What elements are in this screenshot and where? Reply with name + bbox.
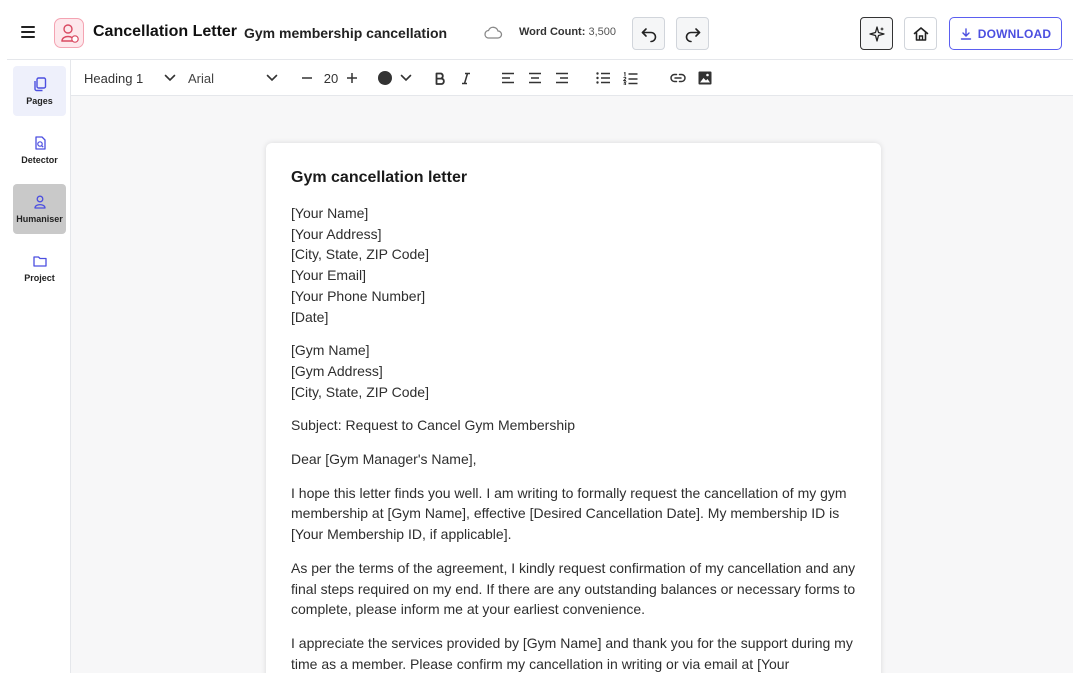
align-center-icon (528, 72, 542, 84)
plus-icon (346, 72, 358, 84)
hamburger-menu-icon[interactable] (18, 23, 38, 43)
link-icon (670, 73, 686, 83)
body-paragraph-3: I appreciate the services provided by [Gym Name] and thank you for the support during my time as a member. Please confirm my cancellation in writing or via email at [Your (291, 634, 853, 672)
image-icon (698, 71, 712, 85)
app-title: Cancellation Letter (93, 23, 238, 40)
increase-font-size-button[interactable] (343, 60, 361, 96)
heading-style-value: Heading 1 (84, 70, 144, 86)
decrease-font-size-button[interactable] (298, 60, 316, 96)
download-label: DOWNLOAD (977, 26, 1052, 41)
word-count-value: 3,500 (588, 26, 616, 38)
sidebar-item-label: Pages (26, 96, 53, 106)
subject-line: Subject: Request to Cancel Gym Membership (291, 417, 576, 434)
redo-button[interactable] (676, 17, 709, 50)
left-sidebar (7, 60, 71, 673)
sidebar-item-label: Humaniser (16, 214, 63, 224)
redo-icon (684, 25, 702, 43)
align-left-icon (501, 72, 515, 84)
sidebar-item-label: Detector (21, 155, 58, 165)
formatting-toolbar (71, 60, 1073, 96)
align-left-button[interactable] (499, 60, 517, 96)
editor-canvas (71, 96, 1073, 673)
color-swatch (378, 71, 392, 85)
minus-icon (301, 72, 313, 84)
sidebar-item-detector[interactable] (13, 125, 66, 175)
ai-magic-button[interactable] (860, 17, 893, 50)
sidebar-item-pages[interactable] (13, 66, 66, 116)
app-logo (54, 18, 84, 48)
sidebar-item-humaniser[interactable] (13, 184, 66, 234)
text-color-picker[interactable] (378, 60, 412, 96)
italic-button[interactable] (457, 60, 475, 96)
detector-icon (32, 135, 48, 151)
word-count-label: Word Count: (519, 26, 586, 38)
insert-link-button[interactable] (669, 60, 687, 96)
numbered-list-button[interactable] (621, 60, 639, 96)
document-heading: Gym cancellation letter (291, 169, 468, 186)
recipient-address-block: [Gym Name] [Gym Address] [City, State, ZIP Code] (291, 342, 429, 400)
undo-button[interactable] (632, 17, 665, 50)
sidebar-item-label: Project (24, 273, 55, 283)
bold-button[interactable] (431, 60, 449, 96)
sender-address-block: [Your Name] [Your Address] [City, State, ZIP Code] [Your Email] [Your Phone Number] [Date] (291, 205, 429, 325)
download-button[interactable] (949, 17, 1062, 50)
body-paragraph-1: I hope this letter finds you well. I am writing to formally request the cancellation of my gym membership at [Gym Name], effective [Desired Cancellation Date]. My membership ID is [Your Membership ID, if applicable]. (291, 484, 847, 543)
sparkle-icon (868, 25, 886, 43)
cloud-save-icon (483, 25, 503, 41)
font-family-value: Arial (188, 70, 215, 86)
align-right-button[interactable] (553, 60, 571, 96)
bullet-list-button[interactable] (594, 60, 612, 96)
font-size-value[interactable]: 20 (323, 70, 339, 86)
align-right-icon (555, 72, 569, 84)
align-center-button[interactable] (526, 60, 544, 96)
insert-image-button[interactable] (696, 60, 714, 96)
font-family-select[interactable] (188, 60, 278, 96)
bold-icon (434, 72, 446, 85)
word-count (519, 26, 616, 38)
app-window (7, 7, 1073, 673)
chevron-down-icon (164, 74, 176, 82)
body-paragraph-2: As per the terms of the agreement, I kindly request confirmation of my cancellation and any final steps required on my end. If there are any outstanding balances or necessary forms to complete, please inform me at your earliest convenience. (291, 559, 856, 618)
home-icon (912, 25, 930, 43)
chevron-down-icon (266, 74, 278, 82)
person-icon (32, 194, 48, 210)
salutation: Dear [Gym Manager's Name], (291, 451, 477, 468)
chevron-down-icon (400, 74, 412, 82)
document-page[interactable] (266, 143, 881, 673)
pages-icon (32, 76, 48, 92)
undo-icon (640, 25, 658, 43)
document-title[interactable]: Gym membership cancellation (244, 25, 448, 41)
italic-icon (460, 72, 472, 85)
sidebar-item-project[interactable] (13, 243, 66, 293)
numbered-list-icon (623, 72, 638, 85)
folder-icon (32, 253, 48, 269)
download-icon (960, 28, 972, 40)
top-header (7, 7, 1073, 60)
heading-style-select[interactable] (84, 60, 176, 96)
home-button[interactable] (904, 17, 937, 50)
bullet-list-icon (596, 72, 611, 84)
